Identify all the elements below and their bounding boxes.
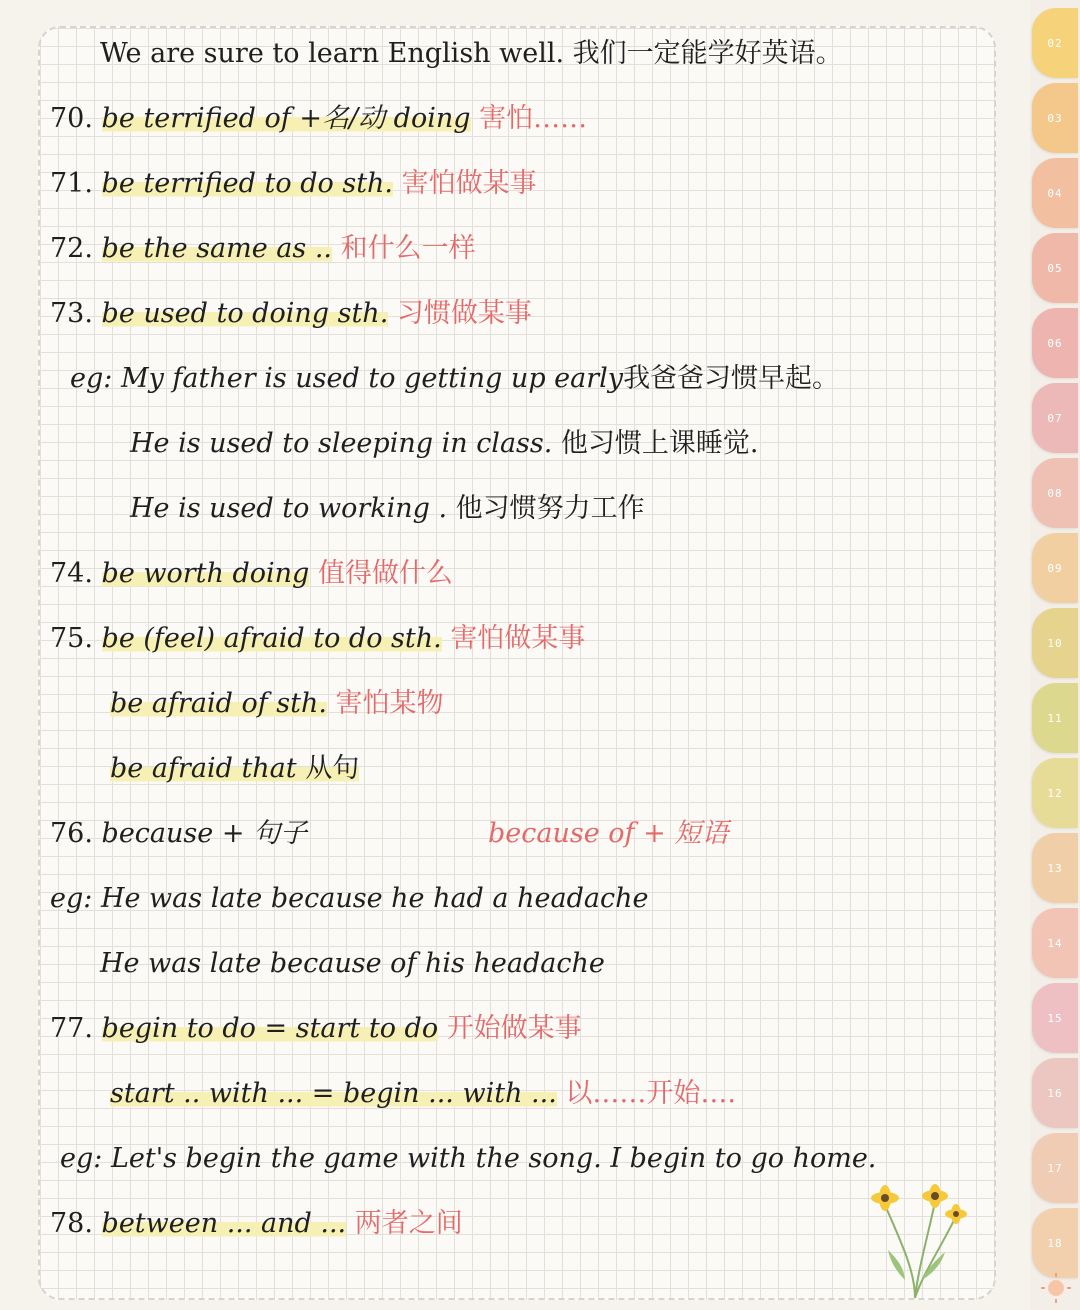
page-tab-13[interactable]: 13 — [1032, 833, 1078, 903]
entry-75-sub-1 — [110, 684, 444, 724]
chinese-meaning: 习惯做某事 — [396, 298, 532, 329]
entry-number: 71. — [50, 164, 93, 204]
page-tab-07[interactable]: 07 — [1032, 383, 1078, 453]
entry-73 — [50, 294, 532, 334]
clause-note: 从句 — [305, 753, 360, 784]
english-phrase: be the same as .. — [101, 233, 333, 264]
entry-70 — [50, 99, 587, 139]
chinese-text: 我们一定能学好英语。 — [572, 38, 843, 69]
example-english: eg: He was late because he had a headache — [50, 883, 649, 914]
entry-78 — [50, 1204, 463, 1244]
page-tab-15[interactable]: 15 — [1032, 983, 1078, 1053]
chinese-meaning: 害怕做某事 — [401, 168, 537, 199]
page-tab-06[interactable]: 06 — [1032, 308, 1078, 378]
page-tab-04[interactable]: 04 — [1032, 158, 1078, 228]
example-english: He was late because of his headache — [100, 948, 605, 979]
chinese-meaning: 开始做某事 — [446, 1013, 582, 1044]
chinese-meaning: 害怕做某事 — [450, 623, 586, 654]
chinese-meaning: because of + 短语 — [488, 818, 729, 849]
english-phrase: be terrified of +名/动 doing — [101, 103, 471, 134]
english-text: We are sure to learn English well. — [100, 38, 573, 69]
chinese-meaning: 和什么一样 — [340, 233, 476, 264]
page-tabs — [1030, 0, 1080, 1310]
entry-75-sub-2 — [110, 749, 359, 789]
page-tab-10[interactable]: 10 — [1032, 608, 1078, 678]
entry-71 — [50, 164, 537, 204]
example-chinese: 他习惯努力工作 — [455, 493, 645, 524]
page-tab-17[interactable]: 17 — [1032, 1133, 1078, 1203]
chinese-meaning: 害怕…… — [479, 103, 588, 134]
example-76-2 — [100, 944, 605, 984]
page-tab-14[interactable]: 14 — [1032, 908, 1078, 978]
entry-75 — [50, 619, 585, 659]
example-english: eg: My father is used to getting up early — [70, 363, 624, 394]
english-phrase: start .. with ... = begin ... with ... — [110, 1078, 557, 1109]
page-tab-12[interactable]: 12 — [1032, 758, 1078, 828]
chinese-meaning: 害怕某物 — [335, 688, 444, 719]
entry-76 — [50, 814, 770, 854]
page-tab-08[interactable]: 08 — [1032, 458, 1078, 528]
english-phrase — [110, 753, 359, 784]
english-phrase: be used to doing sth. — [101, 298, 389, 329]
english-phrase: be afraid of sth. — [110, 688, 327, 719]
chinese-meaning: 以……开始…. — [565, 1078, 736, 1109]
note-line-intro — [100, 34, 843, 74]
page-tab-05[interactable]: 05 — [1032, 233, 1078, 303]
english-phrase-text: be afraid that — [110, 753, 306, 784]
page-tab-18[interactable]: 18 — [1032, 1208, 1078, 1278]
entry-number: 74. — [50, 554, 93, 594]
entry-77-sub — [110, 1074, 736, 1114]
example-english: eg: Let's begin the game with the song. I begin to go home. — [60, 1143, 877, 1174]
chinese-meaning: 值得做什么 — [317, 558, 453, 589]
english-phrase: be (feel) afraid to do sth. — [101, 623, 442, 654]
page-tab-16[interactable]: 16 — [1032, 1058, 1078, 1128]
entry-number: 78. — [50, 1204, 93, 1244]
english-phrase: be terrified to do sth. — [101, 168, 394, 199]
example-english: He is used to working . — [130, 493, 456, 524]
example-english: He is used to sleeping in class. — [130, 428, 561, 459]
example-73-3 — [130, 489, 645, 529]
flower-illustration — [860, 1180, 970, 1300]
example-chinese: 他习惯上课睡觉. — [560, 428, 759, 459]
english-phrase: be worth doing — [101, 558, 310, 589]
example-73-1 — [70, 359, 839, 399]
entry-number: 77. — [50, 1009, 93, 1049]
entry-number: 72. — [50, 229, 93, 269]
page-tab-03[interactable]: 03 — [1032, 83, 1078, 153]
entry-74 — [50, 554, 453, 594]
english-phrase: begin to do = start to do — [101, 1013, 439, 1044]
example-73-2 — [130, 424, 759, 464]
entry-number: 73. — [50, 294, 93, 334]
entry-72 — [50, 229, 476, 269]
sun-icon — [1040, 1272, 1072, 1304]
english-phrase: because + 句子 — [101, 818, 308, 849]
entry-number: 75. — [50, 619, 93, 659]
page-tab-09[interactable]: 09 — [1032, 533, 1078, 603]
chinese-meaning: 两者之间 — [354, 1208, 463, 1239]
entry-number: 76. — [50, 814, 93, 854]
page-tab-02[interactable]: 02 — [1032, 8, 1078, 78]
example-76-1 — [50, 879, 648, 919]
english-phrase: between ... and ... — [101, 1208, 347, 1239]
page-tab-11[interactable]: 11 — [1032, 683, 1078, 753]
entry-77 — [50, 1009, 582, 1049]
example-chinese: 我爸爸习惯早起。 — [623, 363, 840, 394]
entry-number: 70. — [50, 99, 93, 139]
example-77 — [60, 1139, 876, 1179]
